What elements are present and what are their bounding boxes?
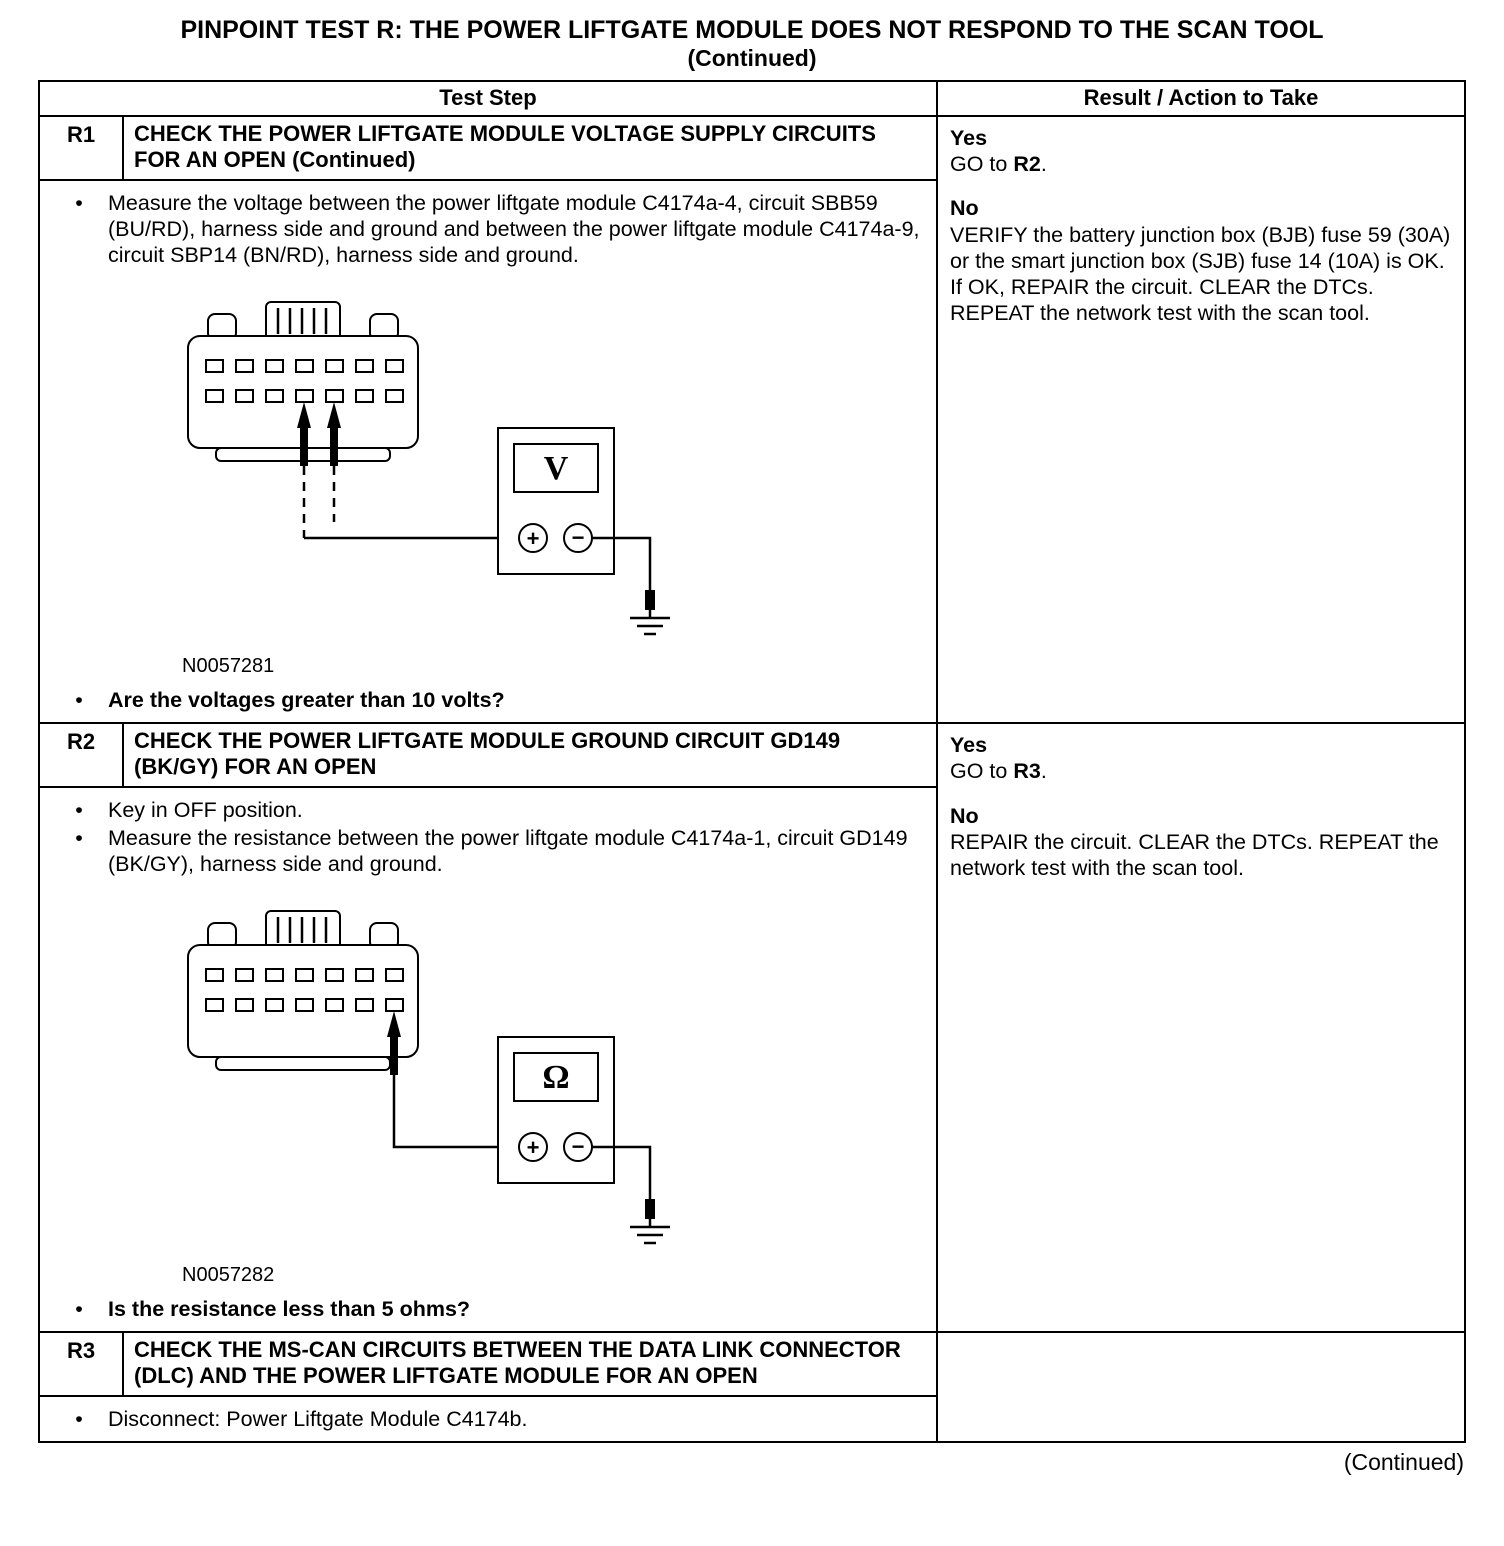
instruction-text: Measure the voltage between the power liftgate module C4174a-4, circuit SBB59 (BU/RD), harness side and ground and between the power liftgate module C4174a-9, circuit SBP14 (BN/RD), harness side and ground. [108, 190, 920, 267]
meter-symbol: V [543, 450, 569, 488]
footer-continued-note: (Continued) [1343, 1448, 1464, 1475]
meter-minus-terminal: − [571, 1134, 585, 1160]
yes-action-target: R3 [1013, 759, 1041, 784]
list-item [50, 191, 926, 268]
table-row [39, 116, 1465, 180]
yes-action-prefix: GO to [950, 759, 1014, 784]
result-cell-r3 [937, 1332, 1465, 1442]
instruction-text: Key in OFF position. [108, 798, 303, 822]
step-body-r2 [39, 787, 937, 1332]
test-question: Is the resistance less than 5 ohms? [108, 1297, 471, 1322]
list-item [50, 798, 926, 824]
yes-action-suffix: . [1040, 152, 1047, 177]
test-question: Are the voltages greater than 10 volts? [108, 688, 505, 713]
list-item [50, 1407, 926, 1433]
voltmeter-connector-diagram [168, 278, 728, 650]
result-yes-label-r1: Yes [950, 126, 988, 150]
result-yes-action-r1 [950, 151, 1452, 177]
result-cell-r1 [937, 116, 1465, 723]
pinpoint-test-table [38, 80, 1466, 1443]
result-cell-r2 [937, 723, 1465, 1332]
figure-label: N0057281 [182, 655, 275, 678]
bullet-icon: • [75, 1407, 83, 1432]
step-title-r2: CHECK THE POWER LIFTGATE MODULE GROUND CIRCUIT GD149 (BK/GY) FOR AN OPEN [123, 723, 937, 787]
page-subtitle: (Continued) [687, 45, 817, 71]
result-yes-action-r2 [950, 758, 1452, 784]
result-column-header: Result / Action to Take [937, 81, 1465, 116]
figure-label: N0057282 [182, 1264, 275, 1287]
list-item [50, 688, 926, 714]
instruction-text: Measure the resistance between the power liftgate module C4174a-1, circuit GD149 (BK/GY), harness side and ground. [108, 825, 908, 876]
meter-plus-terminal: + [526, 526, 540, 552]
result-no-action-r2: REPAIR the circuit. CLEAR the DTCs. REPEAT the network test with the scan tool. [950, 829, 1439, 880]
yes-action-suffix: . [1040, 759, 1047, 784]
bullet-icon: • [75, 688, 83, 713]
bullet-icon: • [75, 825, 83, 850]
table-row [39, 1332, 1465, 1396]
bullet-icon: • [75, 190, 83, 215]
result-no-action-r1: VERIFY the battery junction box (BJB) fuse 59 (30A) or the smart junction box (SJB) fuse 14 (10A) is OK. If OK, REPAIR the circuit. CLEAR the DTCs. REPEAT the network test with the scan tool. [950, 222, 1451, 326]
list-item [50, 826, 926, 878]
test-step-column-header: Test Step [39, 81, 937, 116]
table-header-row [39, 81, 1465, 116]
bullet-icon: • [75, 798, 83, 822]
meter-symbol: Ω [542, 1059, 570, 1097]
step-body-r3 [39, 1396, 937, 1442]
meter-minus-terminal: − [571, 525, 585, 551]
step-title-r3: CHECK THE MS-CAN CIRCUITS BETWEEN THE DATA LINK CONNECTOR (DLC) AND THE POWER LIFTGATE MODULE FOR AN OPEN [123, 1332, 937, 1396]
result-yes-label-r2: Yes [950, 733, 988, 758]
yes-action-prefix: GO to [950, 152, 1014, 177]
meter-plus-terminal: + [526, 1135, 540, 1161]
list-item [50, 1297, 926, 1323]
step-id-r3: R3 [39, 1332, 123, 1396]
step-id-r2: R2 [39, 723, 123, 787]
step-title-r1: CHECK THE POWER LIFTGATE MODULE VOLTAGE SUPPLY CIRCUITS FOR AN OPEN (Continued) [123, 116, 937, 180]
yes-action-target: R2 [1013, 152, 1041, 177]
ohmmeter-connector-diagram [168, 887, 728, 1259]
page-title: PINPOINT TEST R: THE POWER LIFTGATE MODULE DOES NOT RESPOND TO THE SCAN TOOL [180, 16, 1324, 44]
result-no-label-r1: No [950, 196, 979, 221]
table-row [39, 723, 1465, 787]
instruction-text: Disconnect: Power Liftgate Module C4174b. [108, 1407, 528, 1432]
step-id-r1: R1 [39, 116, 123, 180]
bullet-icon: • [75, 1297, 83, 1322]
step-body-r1 [39, 180, 937, 723]
result-no-label-r2: No [950, 803, 979, 828]
